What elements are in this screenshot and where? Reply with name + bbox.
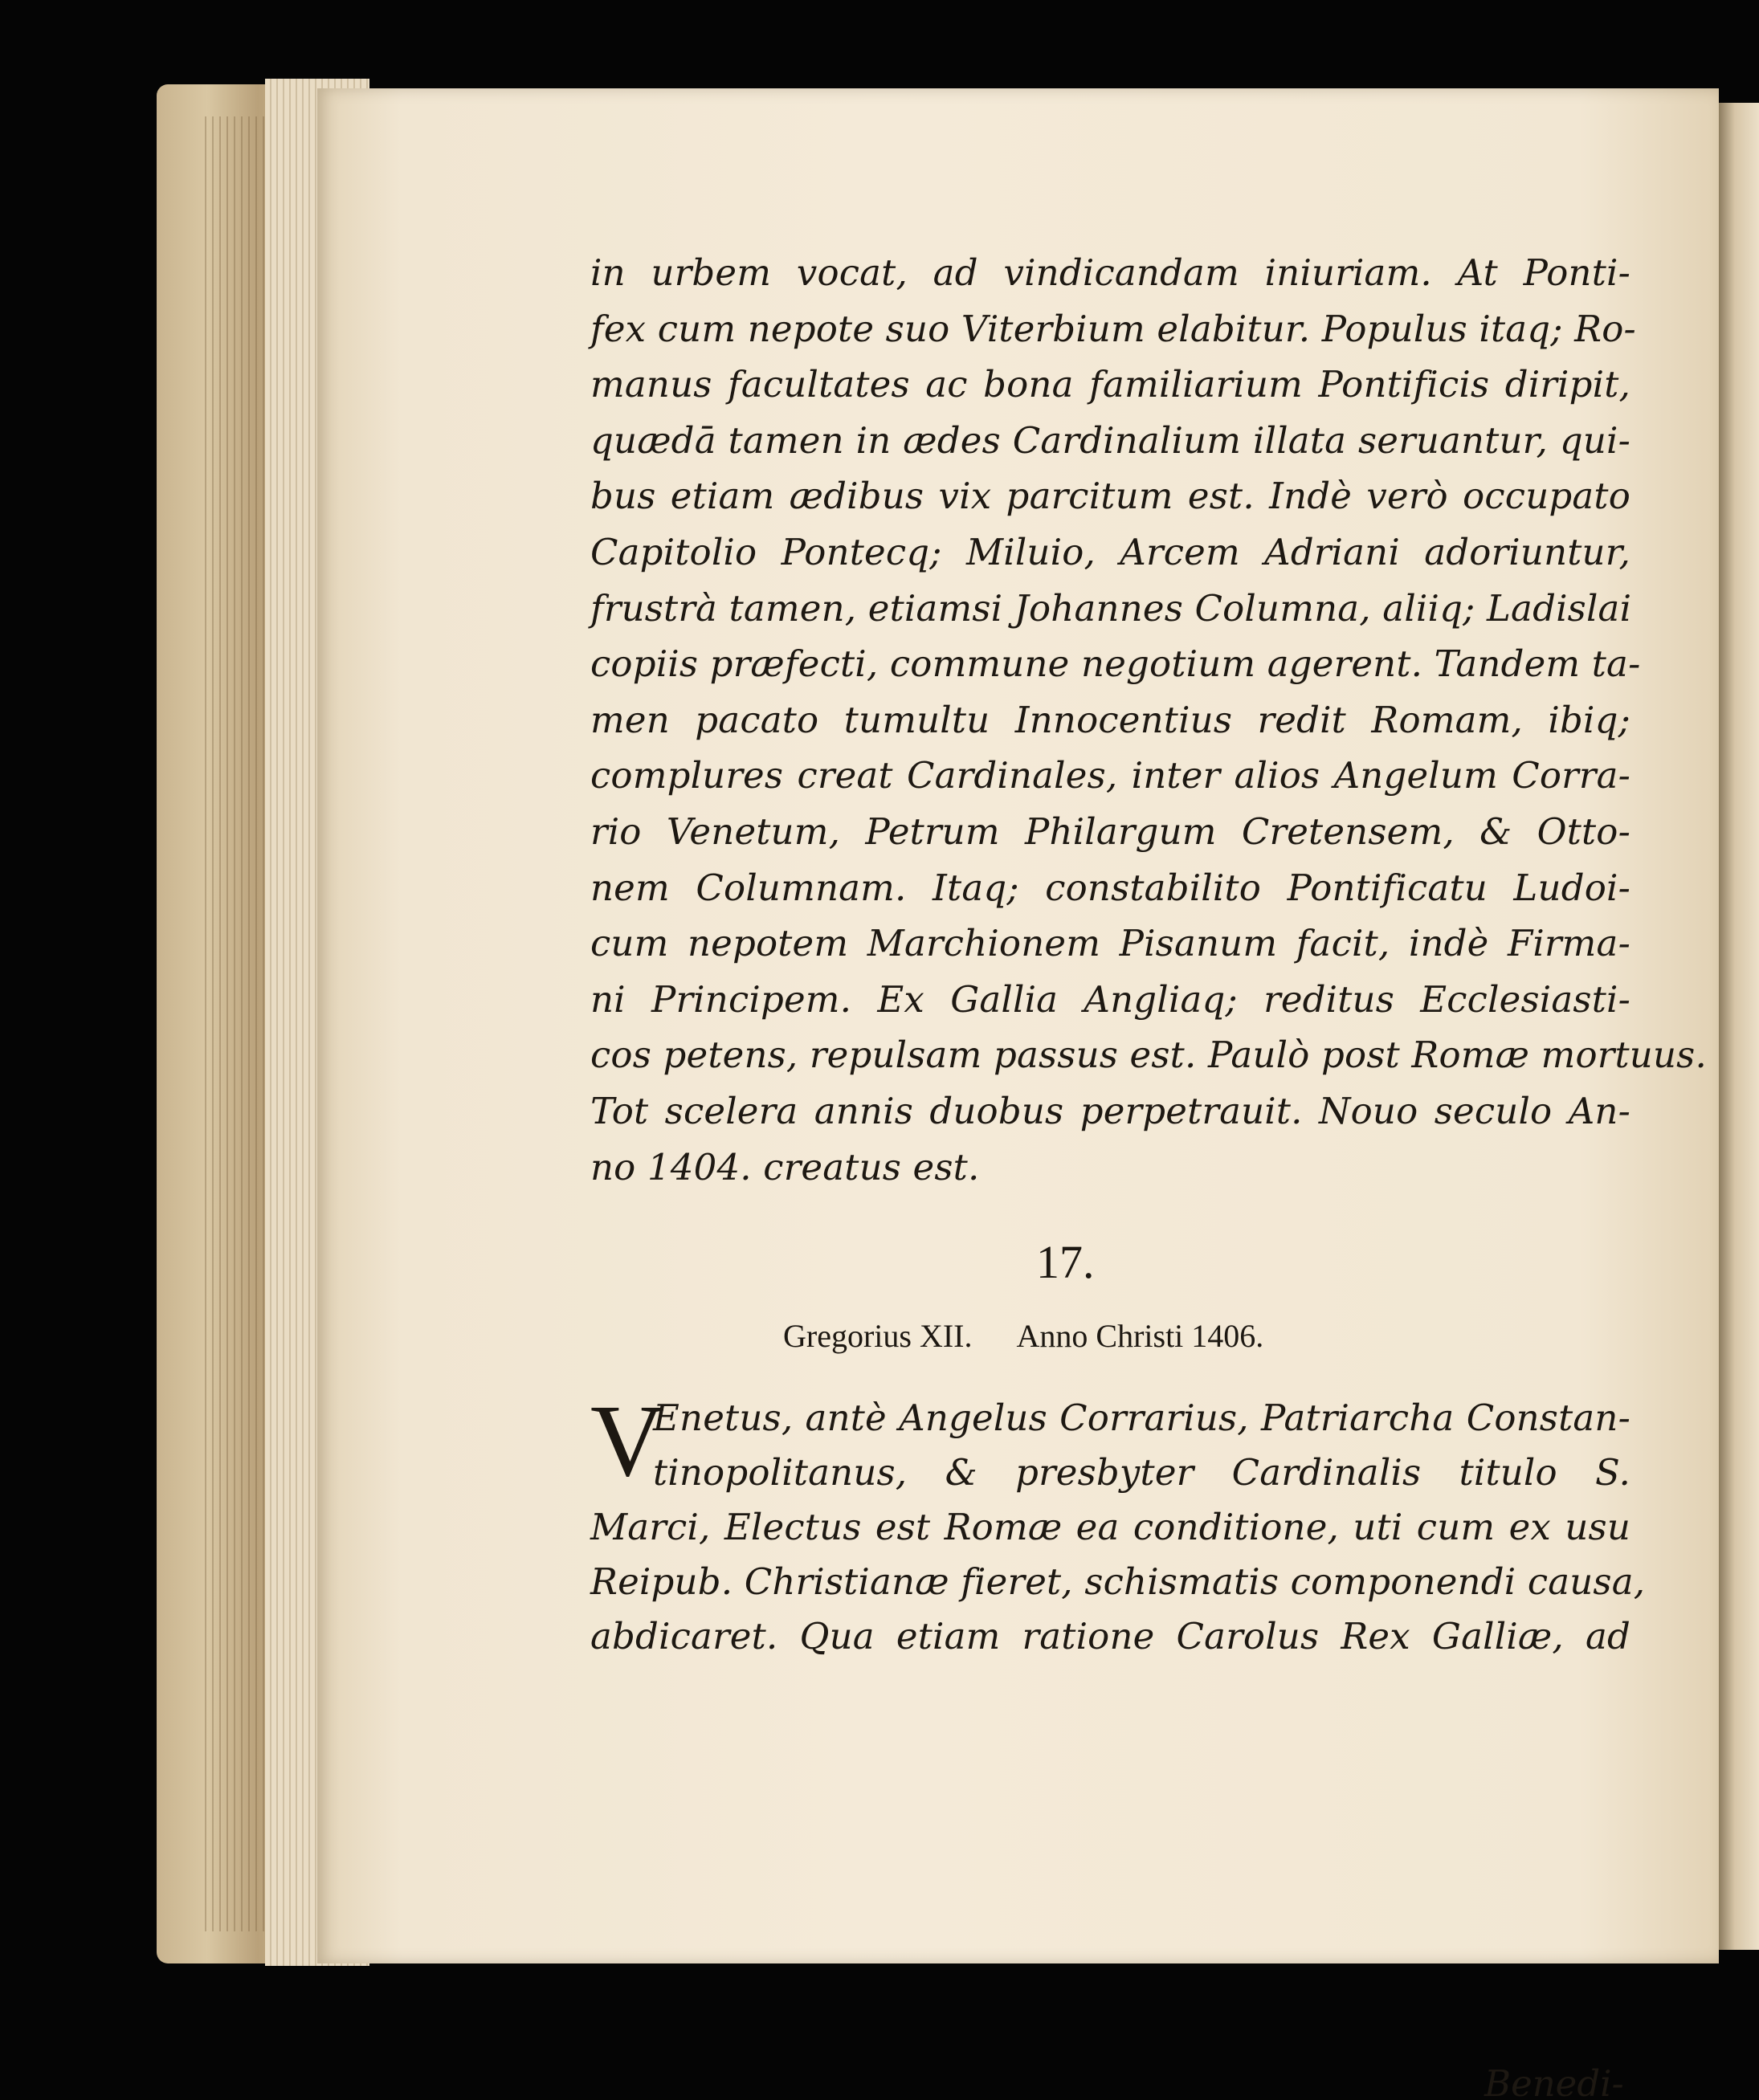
text-line: tinopolitanus, & presbyter Cardinalis titulo S. <box>653 1451 1630 1494</box>
text-line: cos petens, repulsam passus est. Paulò post Romæ mortuus. <box>590 1034 1707 1077</box>
catchword: Benedi- <box>1484 2062 1624 2100</box>
text-line: Capitolio Pontecq; Miluio, Arcem Adriani adoriuntur, <box>590 530 1630 573</box>
heading-pope-name: Gregorius XII. <box>783 1318 973 1354</box>
body-text-paragraph-1 <box>590 245 1707 1195</box>
text-line: fex cum nepote suo Viterbium elabitur. Populus itaq; Ro- <box>590 307 1636 350</box>
text-line: men pacato tumultu Innocentius redit Romam, ibiq; <box>590 698 1630 741</box>
text-line: nem Columnam. Itaq; constabilito Pontificatu Ludoi- <box>590 866 1630 909</box>
text-line: rio Venetum, Petrum Philargum Cretensem, & Otto- <box>590 809 1630 853</box>
text-line: cum nepotem Marchionem Pisanum facit, indè Firma- <box>590 922 1630 965</box>
text-line: bus etiam ædibus vix parcitum est. Indè verò occupato <box>590 475 1630 518</box>
text-line: Enetus, antè Angelus Corrarius, Patriarcha Constan- <box>653 1397 1630 1439</box>
section-number: 17. <box>1036 1236 1095 1288</box>
body-text-paragraph-2 <box>590 1384 1646 1664</box>
facing-page-edge <box>1719 103 1759 1950</box>
text-line: in urbem vocat, ad vindicandam iniuriam. At Ponti- <box>590 251 1630 294</box>
text-line: Reipub. Christianæ fieret, schismatis componendi causa, <box>590 1560 1646 1603</box>
heading-year: Anno Christi 1406. <box>1016 1318 1264 1354</box>
text-line: Marci, Electus est Romæ ea conditione, uti cum ex usu <box>590 1506 1630 1548</box>
drop-cap: V <box>590 1384 665 1498</box>
text-line: no 1404. creatus est. <box>590 1145 980 1189</box>
text-line: Tot scelera annis duobus perpetrauit. Nouo seculo An- <box>590 1089 1630 1132</box>
text-line: copiis præfecti, commune negotium agerent. Tandem ta- <box>590 642 1641 686</box>
text-line: complures creat Cardinales, inter alios Angelum Corra- <box>590 754 1630 797</box>
text-line: manus facultates ac bona familiarium Pontificis diripit, <box>590 363 1630 406</box>
text-line: abdicaret. Qua etiam ratione Carolus Rex Galliæ, ad <box>590 1615 1630 1658</box>
section-heading <box>783 1317 1263 1355</box>
text-line: frustrà tamen, etiamsi Johannes Columna, aliiq; Ladislai <box>590 586 1632 630</box>
text-line: ni Principem. Ex Gallia Angliaq; reditus Ecclesiasti- <box>590 977 1630 1021</box>
text-line: quædā tamen in ædes Cardinalium illata seruantur, qui- <box>590 418 1630 462</box>
